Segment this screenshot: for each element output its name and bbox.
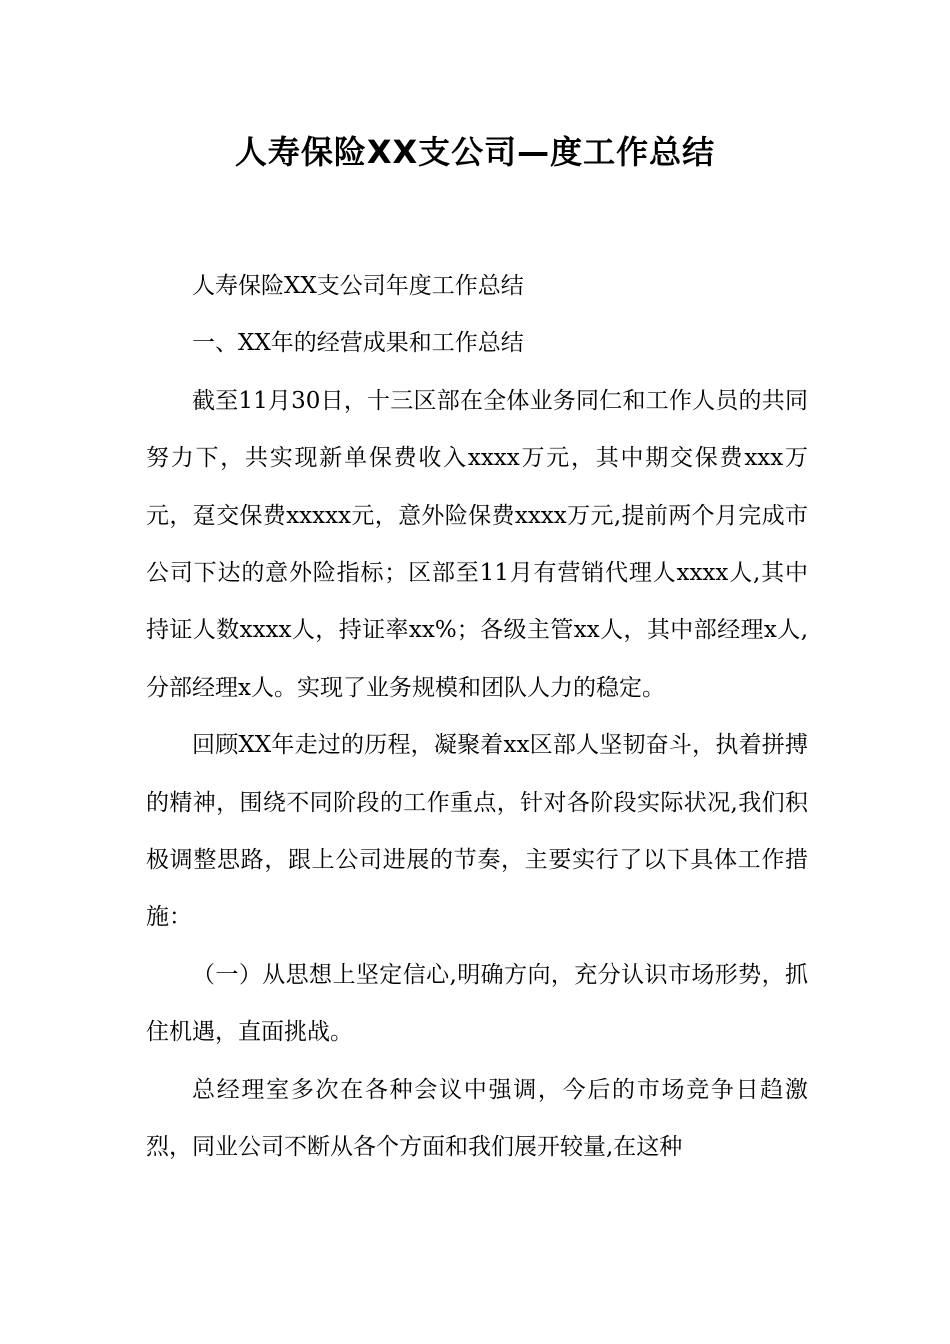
paragraph-subtitle: 人寿保险XX支公司年度工作总结 <box>192 273 524 299</box>
paragraph-results: 截至11月30日，十三区部在全体业务同仁和工作人员的共同努力下，共实现新单保费收入xxxx万元，其中期交保费xxx万元，趸交保费xxxxx元，意外险保费xxxx万元,提前两个月完成市公司下达的意外险指标；区部至11月有营销代理人xxxx人,其中持证人数xxxx人，持证率xx%；各级主管xx人，其中部经理x人,分部经理x人。实现了业务规模和团队人力的稳定。 <box>146 387 808 701</box>
paragraph-measure-one: （一）从思想上坚定信心,明确方向，充分认识市场形势，抓住机遇，直面挑战。 <box>146 961 808 1046</box>
paragraph-review: 回顾XX年走过的历程，凝聚着xx区部人坚韧奋斗，执着拼搏的精神，围绕不同阶段的工作重点，针对各阶段实际状况,我们积极调整思路，跟上公司进展的节奏，主要实行了以下具体工作措施： <box>146 732 808 931</box>
paragraph-section-heading: 一、XX年的经营成果和工作总结 <box>192 330 524 357</box>
document-title: 人寿保险XX支公司—度工作总结 <box>234 133 716 171</box>
document-body <box>146 258 808 1177</box>
paragraph-management: 总经理室多次在各种会议中强调，今后的市场竞争日趋激烈，同业公司不断从各个方面和我们展开较量,在这种 <box>146 1076 808 1161</box>
